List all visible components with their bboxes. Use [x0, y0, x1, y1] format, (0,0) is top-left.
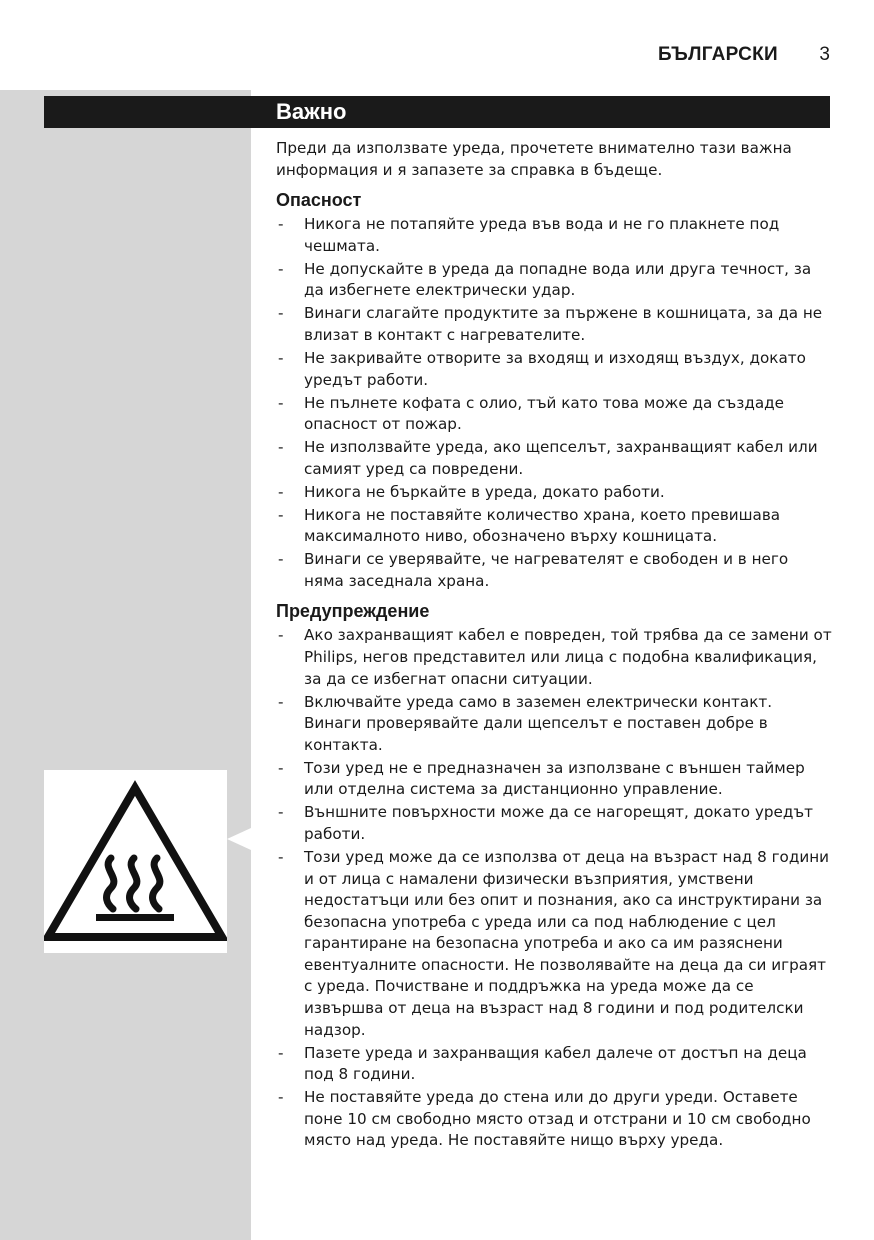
callout-pointer — [227, 828, 251, 850]
list-item: - Пазете уреда и захранващия кабел далече от достъп на деца под 8 години. — [276, 1043, 832, 1086]
list-item: - Включвайте уреда само в заземен електрически контакт. Винаги проверявайте дали щепселът е поставен добре в контакта. — [276, 692, 832, 757]
list-item: - Никога не потапяйте уреда във вода и не го плакнете под чешмата. — [276, 214, 832, 257]
list-item: - Винаги слагайте продуктите за пържене в кошницата, за да не влизат в контакт с нагревателите. — [276, 303, 832, 346]
list-item: - Не закривайте отворите за входящ и изходящ въздух, докато уредът работи. — [276, 348, 832, 391]
list-item: - Не поставяйте уреда до стена или до други уреди. Оставете поне 10 см свободно място отзад и отстрани и 10 см свободно място над уреда. Не поставяйте нищо върху уреда. — [276, 1087, 832, 1152]
list-item: - Този уред не е предназначен за използване с външен таймер или отделна система за дистанционно управление. — [276, 758, 832, 801]
list-item: - Не пълнете кофата с олио, тъй като това може да създаде опасност от пожар. — [276, 393, 832, 436]
hot-surface-warning-panel — [44, 770, 227, 953]
list-item: - Ако захранващият кабел е повреден, той трябва да се замени от Philips, негов представител или лица с подобна квалификация, за да се избегнат опасни ситуации. — [276, 625, 832, 690]
list-item: - Никога не бъркайте в уреда, докато работи. — [276, 482, 832, 504]
warning-list — [276, 625, 832, 1152]
hot-surface-warning-icon — [44, 770, 227, 953]
list-item: - Не използвайте уреда, ако щепселът, захранващият кабел или самият уред са повредени. — [276, 437, 832, 480]
list-item: - Външните повърхности може да се нагорещят, докато уредът работи. — [276, 802, 832, 845]
list-item: - Не допускайте в уреда да попадне вода или друга течност, за да избегнете електрически удар. — [276, 259, 832, 302]
list-item: - Този уред може да се използва от деца на възраст над 8 години и от лица с намалени физически възприятия, умствени недостатъци или без опит и познания, ако са инструктирани за безопасна употреба с уреда или са под наблюдение с цел гарантиране на безопасна употреба и ако са им разяснени евентуалните опасности. Не позволявайте на деца да си играят с уреда. Почистване и поддръжка на уреда може да се извършва от деца на възраст над 8 години и под родителски надзор. — [276, 847, 832, 1041]
sidebar-margin — [0, 90, 251, 1240]
main-content — [276, 138, 832, 1160]
list-item: - Винаги се уверявайте, че нагревателят е свободен и в него няма заседнала храна. — [276, 549, 832, 592]
header-language: БЪЛГАРСКИ — [658, 44, 778, 65]
list-item: - Никога не поставяйте количество храна, което превишава максималното ниво, обозначено върху кошницата. — [276, 505, 832, 548]
title-bar — [44, 96, 830, 128]
danger-list — [276, 214, 832, 592]
page-number: 3 — [819, 44, 830, 65]
page-title: Важно — [276, 99, 347, 124]
warning-heading: Предупреждение — [276, 601, 430, 622]
intro-paragraph: Преди да използвате уреда, прочетете внимателно тази важна информация и я запазете за справка в бъдеще. — [276, 139, 792, 179]
danger-heading: Опасност — [276, 190, 362, 211]
